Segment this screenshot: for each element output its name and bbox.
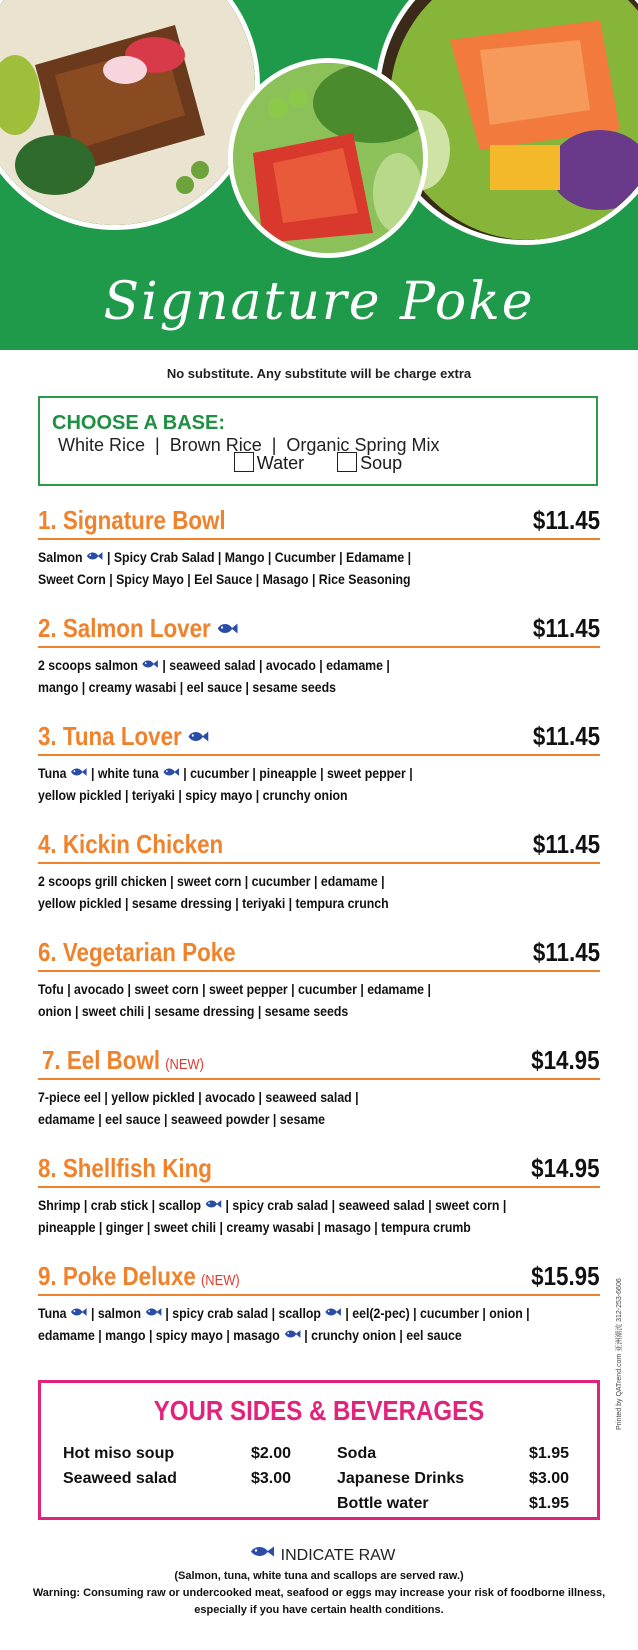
- menu-item: [38, 1150, 600, 1238]
- item-desc-text: edamame | mango | spicy mayo | masago: [38, 1327, 280, 1343]
- item-desc-text: | cucumber | pineapple | sweet pepper |: [183, 765, 413, 781]
- raw-fish-icon: [70, 767, 88, 777]
- eel-bowl-photo: [0, 0, 260, 230]
- raw-fish-icon: [283, 1329, 301, 1339]
- item-price: $14.95: [531, 1153, 600, 1183]
- item-desc-text: | salmon: [90, 1305, 141, 1321]
- soup-label: Soup: [360, 453, 403, 473]
- item-description: [38, 1302, 601, 1346]
- beverage-price: $1.95: [529, 1495, 570, 1512]
- beverage-item: Bottle water: [337, 1495, 429, 1512]
- raw-fish-icon: [249, 1545, 275, 1558]
- item-desc-text: | eel(2-pec) | cucumber | onion |: [345, 1305, 530, 1321]
- item-desc-line2: yellow pickled | sesame dressing | teriyaki | tempura crunch: [38, 895, 389, 911]
- item-name: 4. Kickin Chicken: [38, 829, 224, 859]
- item-desc-line2: mango | creamy wasabi | eel sauce | sesame seeds: [38, 679, 336, 695]
- item-desc-text: | crunchy onion | eel sauce: [304, 1327, 462, 1343]
- item-desc-line1: Tofu | avocado | sweet corn | sweet pepper | cucumber | edamame |: [38, 981, 431, 997]
- item-desc-text: 2 scoops salmon: [38, 657, 138, 673]
- item-desc-text: Shrimp | crab stick | scallop: [38, 1197, 202, 1213]
- item-description: [38, 870, 601, 914]
- item-desc-line2: pineapple | ginger | sweet chili | creamy wasabi | masago | tempura crumb: [38, 1219, 471, 1235]
- raw-fish-icon: [204, 1199, 222, 1209]
- printer-credit: Printed by QATrend.com 亚洲潮流 312-253-6606: [616, 1278, 623, 1430]
- menu-item: [38, 610, 600, 698]
- side-price: $2.00: [251, 1445, 292, 1462]
- item-desc-text: Salmon: [38, 549, 83, 565]
- item-price: $11.45: [532, 829, 600, 859]
- warning-line-1: Warning: Consuming raw or undercooked meat, seafood or eggs may increase your risk of foodborne illness,: [32, 1587, 606, 1599]
- item-price: $11.45: [532, 505, 600, 535]
- raw-fish-icon: [141, 659, 159, 669]
- item-price: $11.45: [532, 613, 600, 643]
- item-desc-line2: Sweet Corn | Spicy Mayo | Eel Sauce | Masago | Rice Seasoning: [38, 571, 411, 587]
- raw-fish-icon: [187, 730, 209, 743]
- item-desc-line2: onion | sweet chili | sesame dressing | sesame seeds: [38, 1003, 349, 1019]
- item-description: [38, 1086, 601, 1130]
- new-tag: (NEW): [201, 1272, 240, 1289]
- item-desc-text: | white tuna: [90, 765, 159, 781]
- hero-banner: [0, 0, 638, 350]
- water-label: Water: [256, 453, 305, 473]
- base-options: White Rice | Brown Rice | Organic Spring Mix: [58, 435, 440, 455]
- menu-item: [38, 1042, 600, 1130]
- item-desc-text: Tuna: [38, 765, 67, 781]
- raw-note: (Salmon, tuna, white tuna and scallops are served raw.): [174, 1570, 464, 1582]
- side-item: Hot miso soup: [63, 1445, 175, 1462]
- choose-base-box: [38, 396, 598, 486]
- item-desc-text: | Spicy Crab Salad | Mango | Cucumber | Edamame |: [106, 549, 412, 565]
- item-description: [38, 762, 601, 806]
- soup-checkbox[interactable]: [337, 452, 357, 472]
- item-price: $11.45: [532, 937, 600, 967]
- water-checkbox[interactable]: [234, 452, 254, 472]
- sides-title: YOUR SIDES & BEVERAGES: [153, 1395, 485, 1426]
- menu-item: [38, 1258, 600, 1346]
- beverage-item: Soda: [337, 1445, 377, 1462]
- substitute-note: No substitute. Any substitute will be charge extra: [166, 366, 472, 381]
- item-name: 1. Signature Bowl: [38, 505, 226, 535]
- base-row: [52, 412, 596, 456]
- item-name: 8. Shellfish King: [38, 1153, 212, 1183]
- item-name: 3. Tuna Lover: [38, 721, 209, 752]
- item-desc-text: | seaweed salad | avocado | edamame |: [162, 657, 390, 673]
- menu-item: [38, 718, 600, 806]
- item-price: $14.95: [531, 1045, 600, 1075]
- menu-item: [38, 826, 600, 914]
- base-label: CHOOSE A BASE:: [52, 412, 225, 434]
- item-description: [38, 1194, 601, 1238]
- new-tag: (NEW): [165, 1056, 204, 1073]
- menu-item: [38, 502, 600, 590]
- side-price: $3.00: [251, 1470, 292, 1487]
- item-desc-line1: 2 scoops grill chicken | sweet corn | cucumber | edamame |: [38, 873, 385, 889]
- item-price: $15.95: [531, 1261, 600, 1291]
- item-desc-text: | spicy crab salad | seaweed salad | sweet corn |: [225, 1197, 507, 1213]
- item-desc-line1: 7-piece eel | yellow pickled | avocado | seaweed salad |: [38, 1089, 359, 1105]
- raw-fish-icon: [86, 551, 104, 561]
- raw-fish-icon: [162, 767, 180, 777]
- raw-fish-icon: [216, 622, 238, 635]
- raw-fish-icon: [324, 1307, 342, 1317]
- item-name: 6. Vegetarian Poke: [38, 937, 236, 967]
- raw-fish-icon: [144, 1307, 162, 1317]
- beverage-price: $3.00: [529, 1470, 570, 1487]
- item-desc-line2: edamame | eel sauce | seaweed powder | sesame: [38, 1111, 326, 1127]
- base-extras: [40, 452, 596, 474]
- item-desc-line2: yellow pickled | teriyaki | spicy mayo | crunchy onion: [38, 787, 348, 803]
- tuna-bowl-photo: [228, 58, 428, 258]
- item-price: $11.45: [532, 721, 600, 751]
- item-description: [38, 654, 601, 698]
- indicate-raw-label: INDICATE RAW: [280, 1547, 396, 1564]
- warning-line-2: especially if you have certain health conditions.: [194, 1604, 444, 1616]
- item-name: 2. Salmon Lover: [38, 613, 238, 644]
- item-desc-text: Tuna: [38, 1305, 67, 1321]
- item-desc-text: | spicy crab salad | scallop: [165, 1305, 321, 1321]
- sides-beverages-box: [38, 1380, 600, 1520]
- water-option[interactable]: [234, 452, 304, 474]
- item-name: 9. Poke Deluxe (NEW): [38, 1261, 240, 1291]
- item-description: [38, 546, 601, 590]
- item-name: 7. Eel Bowl (NEW): [42, 1045, 204, 1075]
- beverage-price: $1.95: [529, 1445, 570, 1462]
- menu-item: [38, 934, 600, 1022]
- page-title: Signature Poke: [103, 272, 535, 332]
- raw-fish-icon: [70, 1307, 88, 1317]
- raw-indicator-legend: [0, 1545, 638, 1565]
- item-description: [38, 978, 601, 1022]
- side-item: Seaweed salad: [63, 1470, 177, 1487]
- soup-option[interactable]: [337, 452, 402, 474]
- beverage-item: Japanese Drinks: [337, 1470, 465, 1487]
